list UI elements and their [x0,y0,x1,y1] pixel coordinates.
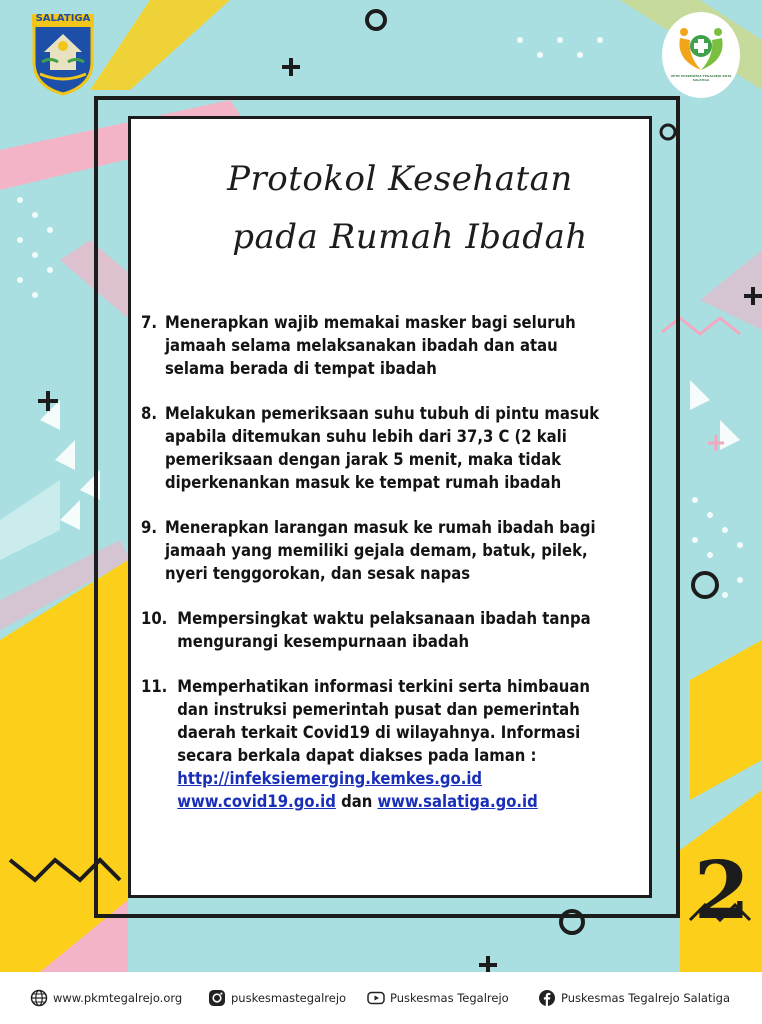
item-line: nyeri tenggorokan, dan sesak napas [164,564,471,583]
puskesmas-caption: UPTD PUSKESMAS TEGALREJO KOTA SALATIGA [670,74,732,82]
item-text [165,516,647,585]
list-item [141,675,647,813]
item-number: 10. [141,609,168,628]
footer-youtube[interactable] [367,988,509,1008]
item-line: Memperhatikan informasi terkini serta himbauan [177,677,590,696]
item-number: 11. [141,677,168,696]
item-line: jamaah yang memiliki gejala demam, batuk, pilek, [164,541,588,560]
item-line: daerah terkait Covid19 di wilayahnya. Informasi [177,723,581,742]
footer-facebook[interactable] [538,988,730,1008]
footer [0,972,762,1024]
item-line: jamaah selama melaksanakan ibadah dan atau [164,336,558,355]
content-card [128,116,652,898]
facebook-icon [538,989,556,1007]
item-line: apabila ditemukan suhu lebih dari 37,3 C (2 kali [164,427,567,446]
item-line: Mempersingkat waktu pelaksanaan ibadah tanpa [177,609,591,628]
footer-facebook-text: Puskesmas Tegalrejo Salatiga [561,991,730,1005]
item-text [177,607,647,653]
list-item [141,607,647,653]
puskesmas-logo [662,12,740,98]
item-line: Menerapkan wajib memakai masker bagi seluruh [164,313,576,332]
page-number: 2 [694,843,750,937]
footer-instagram-text: puskesmastegalrejo [231,991,347,1005]
item-number: 8. [141,404,157,423]
salatiga-emblem-icon [30,12,96,96]
footer-youtube-text: Puskesmas Tegalrejo [390,991,509,1005]
footer-website-text: www.pkmtegalrejo.org [53,991,183,1005]
item-line: selama berada di tempat ibadah [164,359,437,378]
item-line: diperkenankan masuk ke tempat rumah ibadah [164,473,562,492]
item-text [165,402,647,494]
item-line: Menerapkan larangan masuk ke rumah ibadah bagi [164,518,596,537]
item-line: Melakukan pemeriksaan suhu tubuh di pintu masuk [164,404,600,423]
salatiga-label: SALATIGA [35,13,91,24]
link-kemkes[interactable]: http://infeksiemerging.kemkes.go.id [177,769,483,788]
globe-icon [30,989,48,1007]
item-number: 9. [141,518,157,537]
link-salatiga[interactable]: www.salatiga.go.id [377,792,538,811]
footer-website[interactable] [30,988,182,1008]
list-item [141,516,647,585]
link-covid19[interactable]: www.covid19.go.id [177,792,336,811]
protocol-list [141,311,647,835]
youtube-icon [367,989,385,1007]
list-item [141,402,647,494]
puskesmas-hands-icon [662,12,740,98]
instagram-icon [208,989,226,1007]
footer-instagram[interactable] [208,988,346,1008]
item-line: pemeriksaan dengan jarak 5 menit, maka tidak [164,450,562,469]
list-item [141,311,647,380]
title-line-2: pada Rumah Ibadah [232,217,588,257]
link-connector: dan [341,792,373,811]
item-text [177,675,647,813]
item-line: mengurangi kesempurnaan ibadah [177,632,470,651]
item-text [165,311,647,380]
item-number: 7. [141,313,157,332]
link-line [177,767,647,790]
link-line [177,790,647,813]
item-line: secara berkala dapat diakses pada laman : [177,746,537,765]
title-line-1: Protokol Kesehatan [227,159,573,199]
item-line: dan instruksi pemerintah pusat dan pemerintah [177,700,580,719]
